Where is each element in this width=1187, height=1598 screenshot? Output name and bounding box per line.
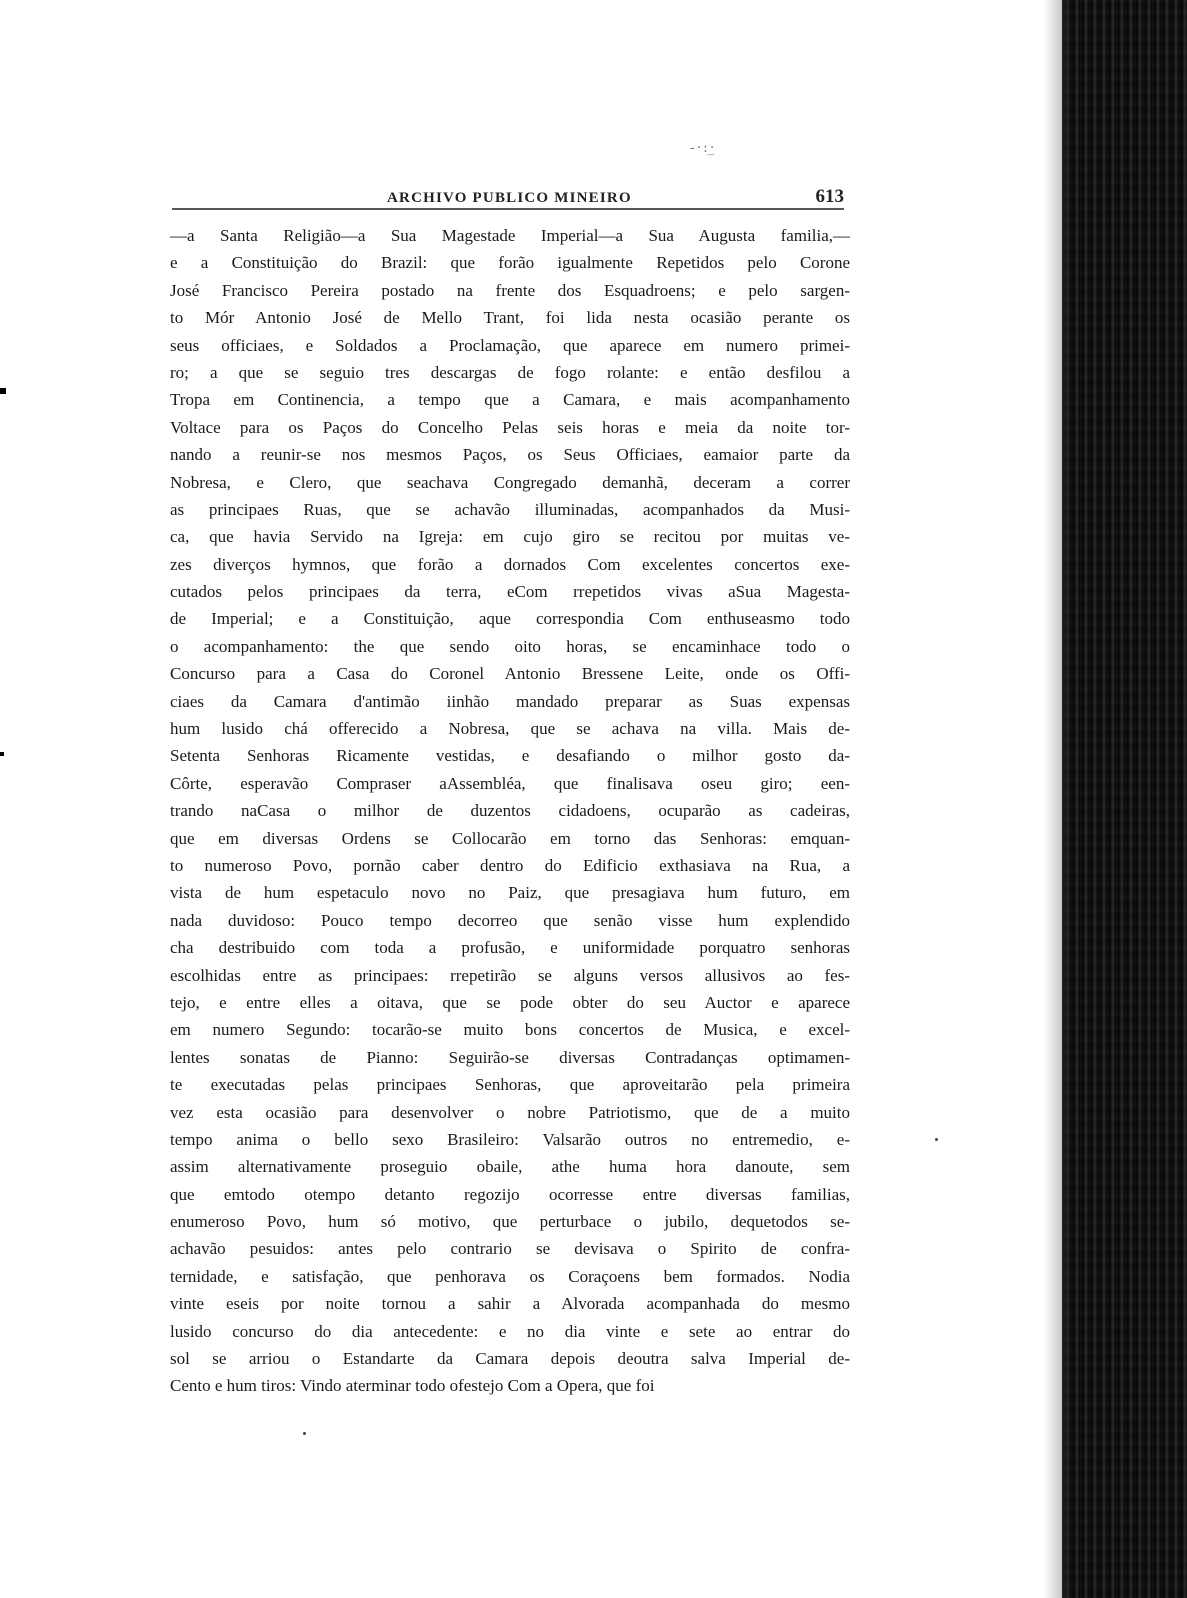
text-line: de Imperial; e a Constituição, aque correspondia Com enthuseasmo todo	[170, 609, 850, 629]
left-margin-mark	[0, 388, 6, 394]
text-line: vinte eseis por noite tornou a sahir a Alvorada acompanhada do mesmo	[170, 1294, 850, 1314]
text-line: vez esta ocasião para desenvolver o nobre Patriotismo, que de a muito	[170, 1102, 850, 1122]
text-line: ca, que havia Servido na Igreja: em cujo giro se recitou por muitas ve-	[170, 527, 850, 547]
text-line: achavão pesuidos: antes pelo contrario se devisava o Spirito de confra-	[170, 1239, 850, 1259]
text-line: nando a reunir-se nos mesmos Paços, os Seus Officiaes, eamaior parte da	[170, 445, 850, 465]
text-line: as principaes Ruas, que se achavão illuminadas, acompanhados da Musi-	[170, 499, 850, 519]
text-line: José Francisco Pereira postado na frente dos Esquadroens; e pelo sargen-	[170, 280, 850, 300]
text-line: Cento e hum tiros: Vindo aterminar todo ofestejo Com a Opera, que foi	[170, 1376, 655, 1396]
text-line: ciaes da Camara d'antimão iinhão mandado preparar as Suas expensas	[170, 691, 850, 711]
text-line: vista de hum espetaculo novo no Paiz, que presagiava hum futuro, em	[170, 883, 850, 903]
text-line: tempo anima o bello sexo Brasileiro: Valsarão outros no entremedio, e-	[170, 1129, 850, 1149]
left-margin-mark	[0, 752, 4, 756]
text-line: assim alternativamente proseguio obaile, athe huma hora danoute, sem	[170, 1157, 850, 1177]
text-line: Voltace para os Paços do Concelho Pelas seis horas e meia da noite tor-	[170, 417, 850, 437]
text-line: Setenta Senhoras Ricamente vestidas, e desafiando o milhor gosto da-	[170, 746, 850, 766]
ink-smudge-mark: -·:·̲	[690, 140, 717, 156]
header-title: ARCHIVO PUBLICO MINEIRO	[387, 190, 632, 206]
text-line: Côrte, esperavão Compraser aAssembléa, que finalisava oseu giro; een-	[170, 773, 850, 793]
text-line: cutados pelos principaes da terra, eCom rrepetidos vivas aSua Magesta-	[170, 582, 850, 602]
text-line: te executadas pelas principaes Senhoras, que aproveitarão pela primeira	[170, 1075, 850, 1095]
text-line: tejo, e entre elles a oitava, que se pode obter do seu Auctor e aparece	[170, 992, 850, 1012]
text-line: cha destribuido com toda a profusão, e uniformidade porquatro senhoras	[170, 938, 850, 958]
text-line: e a Constituição do Brazil: que forão igualmente Repetidos pelo Corone	[170, 253, 850, 273]
text-line: o acompanhamento: the que sendo oito horas, se encaminhace todo o	[170, 636, 850, 656]
text-line: escolhidas entre as principaes: rrepetirão se alguns versos allusivos ao fes-	[170, 965, 850, 985]
body-text	[170, 222, 850, 1400]
text-line: que emtodo otempo detanto regozijo ocorresse entre diversas familias,	[170, 1184, 850, 1204]
text-line: que em diversas Ordens se Collocarão em torno das Senhoras: emquan-	[170, 828, 850, 848]
text-line: em numero Segundo: tocarão-se muito bons concertos de Musica, e excel-	[170, 1020, 850, 1040]
text-line: trando naCasa o milhor de duzentos cidadoens, ocuparão as cadeiras,	[170, 801, 850, 821]
text-line: hum lusido chá offerecido a Nobresa, que se achava na villa. Mais de-	[170, 719, 850, 739]
text-line: zes diverços hymnos, que forão a dornados Com excelentes concertos exe-	[170, 554, 850, 574]
text-line: to numeroso Povo, pornão caber dentro do Edificio exthasiava na Rua, a	[170, 855, 850, 875]
speck	[935, 1138, 938, 1141]
text-line: sol se arriou o Estandarte da Camara depois deoutra salva Imperial de-	[170, 1349, 850, 1369]
text-line: seus officiaes, e Soldados a Proclamação, que aparece em numero primei-	[170, 335, 850, 355]
text-line: Tropa em Continencia, a tempo que a Camara, e mais acompanhamento	[170, 390, 850, 410]
speck	[303, 1432, 306, 1435]
book-binding-edge	[1062, 0, 1187, 1598]
text-line: ternidade, e satisfação, que penhorava os Coraçoens bem formados. Nodia	[170, 1266, 850, 1286]
text-line: enumeroso Povo, hum só motivo, que perturbace o jubilo, dequetodos se-	[170, 1212, 850, 1232]
text-line: lusido concurso do dia antecedente: e no dia vinte e sete ao entrar do	[170, 1321, 850, 1341]
text-line: Concurso para a Casa do Coronel Antonio Bressene Leite, onde os Offi-	[170, 664, 850, 684]
page-number: 613	[815, 186, 844, 207]
text-line: to Mór Antonio José de Mello Trant, foi lida nesta ocasião perante os	[170, 308, 850, 328]
header-rule	[172, 208, 844, 210]
text-line: lentes sonatas de Pianno: Seguirão-se diversas Contradanças optimamen-	[170, 1047, 850, 1067]
text-line: —a Santa Religião—a Sua Magestade Imperial—a Sua Augusta familia,—	[170, 226, 850, 245]
text-line: ro; a que se seguio tres descargas de fogo rolante: e então desfilou a	[170, 362, 850, 382]
text-line: Nobresa, e Clero, que seachava Congregado demanhã, deceram a correr	[170, 472, 850, 492]
text-line: nada duvidoso: Pouco tempo decorreo que senão visse hum explendido	[170, 910, 850, 930]
